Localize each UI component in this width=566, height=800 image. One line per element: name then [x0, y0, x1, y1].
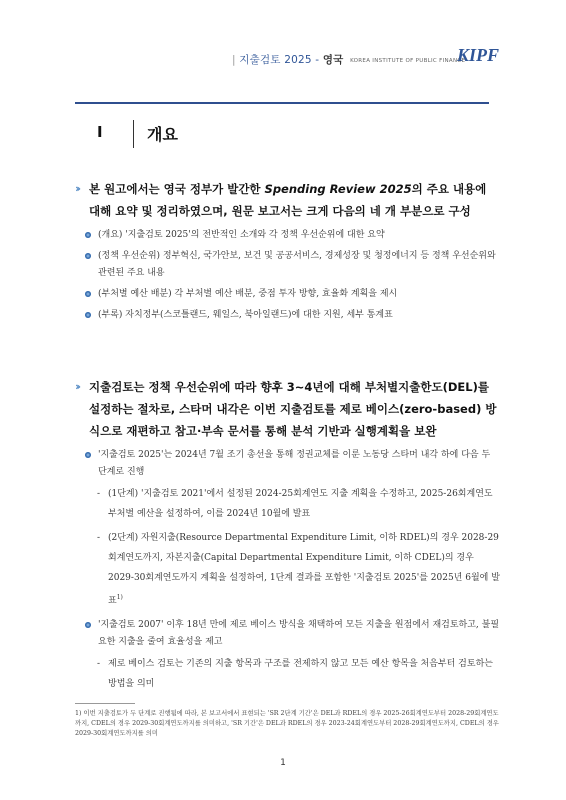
- footnote-ref: 1): [116, 594, 123, 601]
- bullet-icon: [85, 312, 91, 318]
- sublist: [98, 654, 500, 694]
- logo-text: KIPF: [457, 45, 500, 65]
- running-header: | 지출검토 2025 - 영국 KOREA INSTITUTE OF PUBLIC FINANCE: [232, 54, 466, 66]
- list-item: '지출검토 2025'는 2024년 7월 조기 총선을 통해 정권교체를 이룬 노동당 스타머 내각 하에 다음 두 단계로 진행 - (1단계) '지출검토 2021'에서 설정된 2024-25회계연도 지출 계획을 수정하고, 2025-26회계연도 부처별 예산을 설정하여, 이를 2024년 10월에 발표 - (2단계) 자원지출(Resource Departmental Expenditure Limit, 이하 RDEL)의 경우 2028-29회계연도까지, 자본지출(Capital Departmental Expenditure Limit, 이하 CDEL)의 경우 2029-30회계연도까지 계획을 설정하여, 1단계 결과를 포함한 '지출검토 2025'를 2025년 6월에 발표$^{1)}$: [75, 447, 500, 611]
- list-item: (정책 우선순위) 정부혁신, 국가안보, 보건 및 공공서비스, 경제성장 및 청정에너지 등 정책 우선순위와 관련된 주요 내용: [75, 248, 500, 282]
- report-title-italic: Spending Review 2025: [264, 182, 412, 196]
- bullet-icon: [85, 291, 91, 297]
- kipf-logo-icon: [456, 42, 500, 66]
- section-overview: [75, 178, 500, 328]
- section1-lead: ›› 본 원고에서는 영국 정부가 발간한 Spending Review 2025의 주요 내용에 대해 요약 및 정리하였으며, 원문 보고서는 크게 다음의 네 개 부분으로 구성: [75, 178, 500, 222]
- bullet-icon: [85, 452, 91, 458]
- chapter-title: 개요: [147, 125, 178, 144]
- section-spending-review: [75, 376, 500, 700]
- footnote-text: 이번 지출검토가 두 단계로 진행됨에 따라, 본 보고서에서 표현되는 'SR 2단계 기간'은 DEL과 RDEL의 경우 2025-26회계연도부터 2028-29회계연도까지, CDEL의 경우 2029-30회계연도까지를 의미하고, 'SR 기간'은 DEL과 RDEL의 경우 2023-24회계연도부터 2028-29회계연도까지, CDEL의 경우 2029-30회계연도까지를 의미: [75, 710, 499, 737]
- list-item: '지출검토 2007' 이후 18년 만에 제로 베이스 방식을 채택하여 모든 지출을 원점에서 재검토하고, 불필요한 지출을 줄여 효율성을 제고 - 제로 베이스 검토는 기존의 지출 항목과 구조를 전제하지 않고 모든 예산 항목을 처음부터 검토하는 방법을 의미: [75, 617, 500, 694]
- bullet-icon: [85, 232, 91, 238]
- header-report: 지출검토: [239, 54, 281, 66]
- bullet-icon: [85, 253, 91, 259]
- header-dash: -: [315, 54, 320, 66]
- chapter-number: I: [97, 123, 103, 141]
- chapter-divider: [133, 120, 134, 148]
- section2-lead: ›› 지출검토는 정책 우선순위에 따라 향후 3~4년에 대해 부처별지출한도(DEL)를 설정하는 절차로, 스타머 내각은 이번 지출검토를 제로 베이스(zero-based) 방식으로 재편하고 참고·부속 문서를 통해 분석 기반과 실행계획을 보완: [75, 376, 500, 442]
- sublist-item: - 제로 베이스 검토는 기존의 지출 항목과 구조를 전제하지 않고 모든 예산 항목을 처음부터 검토하는 방법을 의미: [97, 659, 493, 689]
- section2-list: [75, 447, 500, 694]
- bullet-icon: [85, 622, 91, 628]
- list-item: (개요) '지출검토 2025'의 전반적인 소개와 각 정책 우선순위에 대한 요약: [75, 227, 500, 244]
- footnote: [75, 709, 500, 739]
- page-header: [0, 0, 566, 105]
- footnote-mark: 1): [75, 710, 82, 717]
- header-subject: 영국: [322, 54, 344, 66]
- double-chevron-icon: ››: [75, 182, 79, 195]
- header-divider: [75, 102, 489, 104]
- double-chevron-icon: ››: [75, 380, 79, 393]
- page-number: 1: [280, 758, 286, 768]
- footnote-divider: [75, 703, 135, 704]
- sublist-item: - (1단계) '지출검토 2021'에서 설정된 2024-25회계연도 지출 계획을 수정하고, 2025-26회계연도 부처별 예산을 설정하여, 이를 2024년 10월에 발표: [97, 489, 493, 519]
- sublist-item: - (2단계) 자원지출(Resource Departmental Expenditure Limit, 이하 RDEL)의 경우 2028-29회계연도까지, 자본지출(Capital Departmental Expenditure Limit, 이하 CDEL)의 경우 2029-30회계연도까지 계획을 설정하여, 1단계 결과를 포함한 '지출검토 2025'를 2025년 6월에 발표$^{1)}$: [97, 533, 500, 606]
- sublist: [98, 484, 500, 611]
- header-year: 2025: [284, 54, 312, 66]
- section1-list: [75, 227, 500, 324]
- list-item: (부처별 예산 배분) 각 부처별 예산 배분, 중점 투자 방향, 효율화 계획을 제시: [75, 286, 500, 303]
- list-item: (부록) 자치정부(스코틀랜드, 웨일스, 북아일랜드)에 대한 지원, 세부 통계표: [75, 307, 500, 324]
- header-institute: KOREA INSTITUTE OF PUBLIC FINANCE: [350, 58, 466, 64]
